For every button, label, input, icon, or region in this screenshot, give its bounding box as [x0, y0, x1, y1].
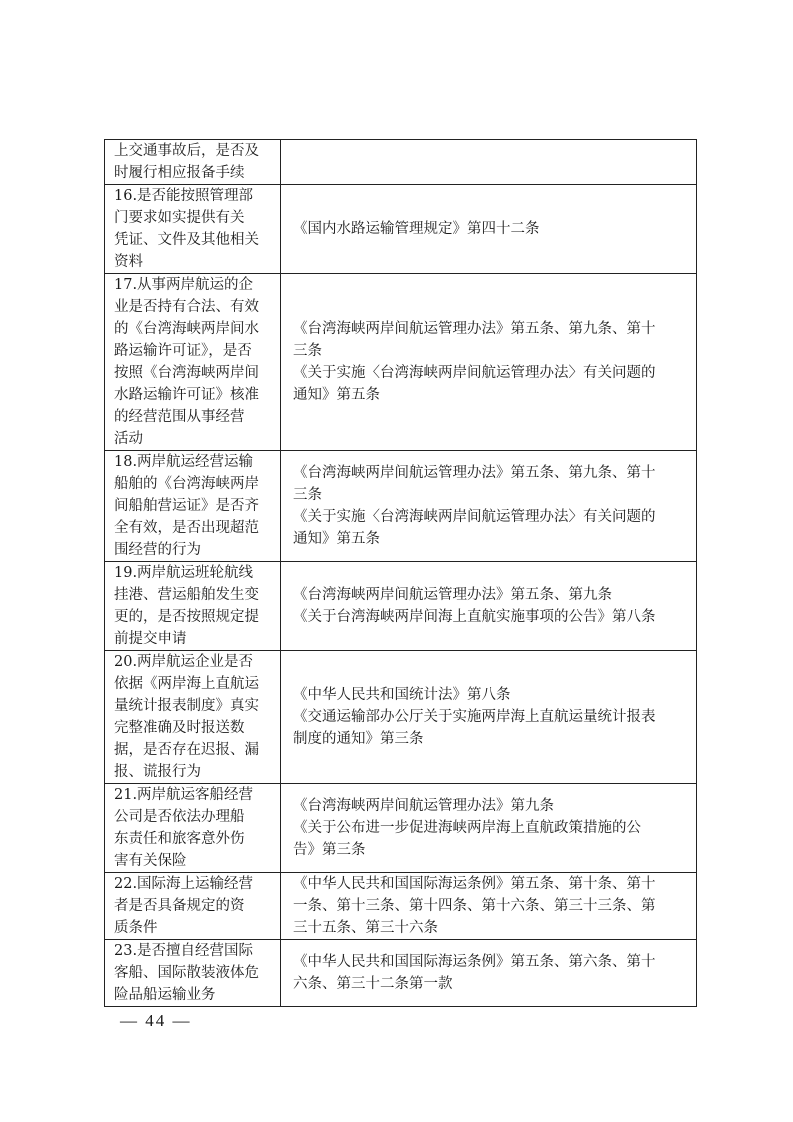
legal-basis-line: 制度的通知》第三条 [293, 731, 424, 747]
inspection-item-line: 全有效，是否出现超范 [114, 520, 259, 536]
inspection-item-line: 完整准确及时报送数 [114, 720, 245, 736]
legal-basis-cell [281, 451, 697, 562]
inspection-item-line: 门要求如实提供有关 [114, 210, 245, 226]
table-row [105, 784, 697, 873]
inspection-item-line: 时履行相应报备手续 [114, 165, 245, 181]
inspection-item-line: 凭证、文件及其他相关 [114, 232, 259, 248]
inspection-item-line: 害有关保险 [114, 853, 187, 869]
inspection-item-line: 围经营的行为 [114, 542, 201, 558]
table-body [105, 140, 697, 1007]
table-row [105, 651, 697, 784]
legal-basis-line: 三条 [293, 487, 322, 503]
inspection-item-cell [105, 274, 281, 451]
inspection-item-line: 量统计报表制度》真实 [114, 698, 259, 714]
legal-basis-line: 《台湾海峡两岸间航运管理办法》第九条 [293, 798, 554, 814]
legal-basis-line: 《台湾海峡两岸间航运管理办法》第五条、第九条、第十 [293, 321, 656, 337]
legal-basis-cell [281, 873, 697, 940]
inspection-item-line: 活动 [114, 431, 143, 447]
table-row [105, 140, 697, 185]
inspection-item-cell [105, 651, 281, 784]
legal-basis-line: 《关于实施〈台湾海峡两岸间航运管理办法〉有关问题的 [293, 509, 656, 525]
inspection-item-line: 18.两岸航运经营运输 [114, 454, 254, 470]
inspection-item-line: 水路运输许可证》核准 [114, 387, 259, 403]
table-row [105, 274, 697, 451]
table-row [105, 185, 697, 274]
inspection-item-line: 业是否持有合法、有效 [114, 299, 259, 315]
inspection-item-line: 21.两岸航运客船经营 [114, 787, 254, 803]
inspection-item-line: 17.从事两岸航运的企 [114, 277, 254, 293]
table-row [105, 562, 697, 651]
inspection-item-line: 依据《两岸海上直航运 [114, 676, 259, 692]
inspection-item-line: 东责任和旅客意外伤 [114, 831, 245, 847]
legal-basis-line: 一条、第十三条、第十四条、第十六条、第三十三条、第 [293, 898, 656, 914]
legal-basis-line: 通知》第五条 [293, 531, 380, 547]
inspection-item-line: 险品船运输业务 [114, 987, 216, 1003]
page-number: — 44 — [120, 1011, 192, 1030]
legal-basis-line: 通知》第五条 [293, 387, 380, 403]
inspection-item-line: 间船舶营运证》是否齐 [114, 498, 259, 514]
inspection-item-line: 的经营范围从事经营 [114, 409, 245, 425]
table-row [105, 940, 697, 1007]
inspection-item-line: 前提交申请 [114, 631, 187, 647]
inspection-item-line: 据，是否存在迟报、漏 [114, 742, 259, 758]
inspection-item-cell [105, 140, 281, 185]
inspection-item-line: 挂港、营运船舶发生变 [114, 587, 259, 603]
legal-basis-line: 三条 [293, 343, 322, 359]
inspection-item-cell [105, 451, 281, 562]
inspection-item-line: 23.是否擅自经营国际 [114, 943, 254, 959]
inspection-item-line: 客船、国际散装液体危 [114, 965, 259, 981]
legal-basis-cell [281, 940, 697, 1007]
legal-basis-line: 《交通运输部办公厅关于实施两岸海上直航运量统计报表 [293, 709, 656, 725]
inspection-item-line: 16.是否能按照管理部 [114, 188, 254, 204]
inspection-table [104, 139, 697, 1007]
legal-basis-line: 《关于实施〈台湾海峡两岸间航运管理办法〉有关问题的 [293, 365, 656, 381]
inspection-item-cell [105, 784, 281, 873]
inspection-item-line: 资料 [114, 254, 143, 270]
legal-basis-cell [281, 185, 697, 274]
legal-basis-cell [281, 274, 697, 451]
inspection-item-line: 船舶的《台湾海峡两岸 [114, 476, 259, 492]
legal-basis-line: 《台湾海峡两岸间航运管理办法》第五条、第九条 [293, 587, 612, 603]
inspection-item-line: 者是否具备规定的资 [114, 898, 245, 914]
legal-basis-cell [281, 562, 697, 651]
inspection-item-cell [105, 940, 281, 1007]
inspection-item-line: 更的，是否按照规定提 [114, 609, 259, 625]
legal-basis-cell [281, 140, 697, 185]
inspection-item-line: 报、谎报行为 [114, 764, 201, 780]
inspection-item-line: 19.两岸航运班轮航线 [114, 565, 254, 581]
legal-basis-line: 《中华人民共和国国际海运条例》第五条、第十条、第十 [293, 876, 656, 892]
legal-basis-line: 三十五条、第三十六条 [293, 920, 438, 936]
inspection-item-cell [105, 562, 281, 651]
inspection-item-line: 公司是否依法办理船 [114, 809, 245, 825]
table-row [105, 451, 697, 562]
inspection-item-line: 路运输许可证》，是否 [114, 343, 252, 359]
legal-basis-line: 《中华人民共和国统计法》第八条 [293, 687, 511, 703]
table-row [105, 873, 697, 940]
inspection-item-line: 的《台湾海峡两岸间水 [114, 321, 259, 337]
inspection-item-cell [105, 873, 281, 940]
legal-basis-line: 《关于台湾海峡两岸间海上直航实施事项的公告》第八条 [293, 609, 656, 625]
legal-basis-line: 《国内水路运输管理规定》第四十二条 [293, 221, 540, 237]
inspection-item-line: 质条件 [114, 920, 158, 936]
legal-basis-cell [281, 784, 697, 873]
legal-basis-line: 《中华人民共和国国际海运条例》第五条、第六条、第十 [293, 954, 656, 970]
legal-basis-line: 告》第三条 [293, 842, 366, 858]
inspection-item-line: 按照《台湾海峡两岸间 [114, 365, 259, 381]
inspection-item-line: 22.国际海上运输经营 [114, 876, 254, 892]
inspection-item-line: 上交通事故后，是否及 [114, 143, 259, 159]
inspection-item-cell [105, 185, 281, 274]
legal-basis-cell [281, 651, 697, 784]
legal-basis-line: 六条、第三十二条第一款 [293, 976, 453, 992]
inspection-item-line: 20.两岸航运企业是否 [114, 654, 254, 670]
legal-basis-line: 《关于公布进一步促进海峡两岸海上直航政策措施的公 [293, 820, 641, 836]
legal-basis-line: 《台湾海峡两岸间航运管理办法》第五条、第九条、第十 [293, 465, 656, 481]
